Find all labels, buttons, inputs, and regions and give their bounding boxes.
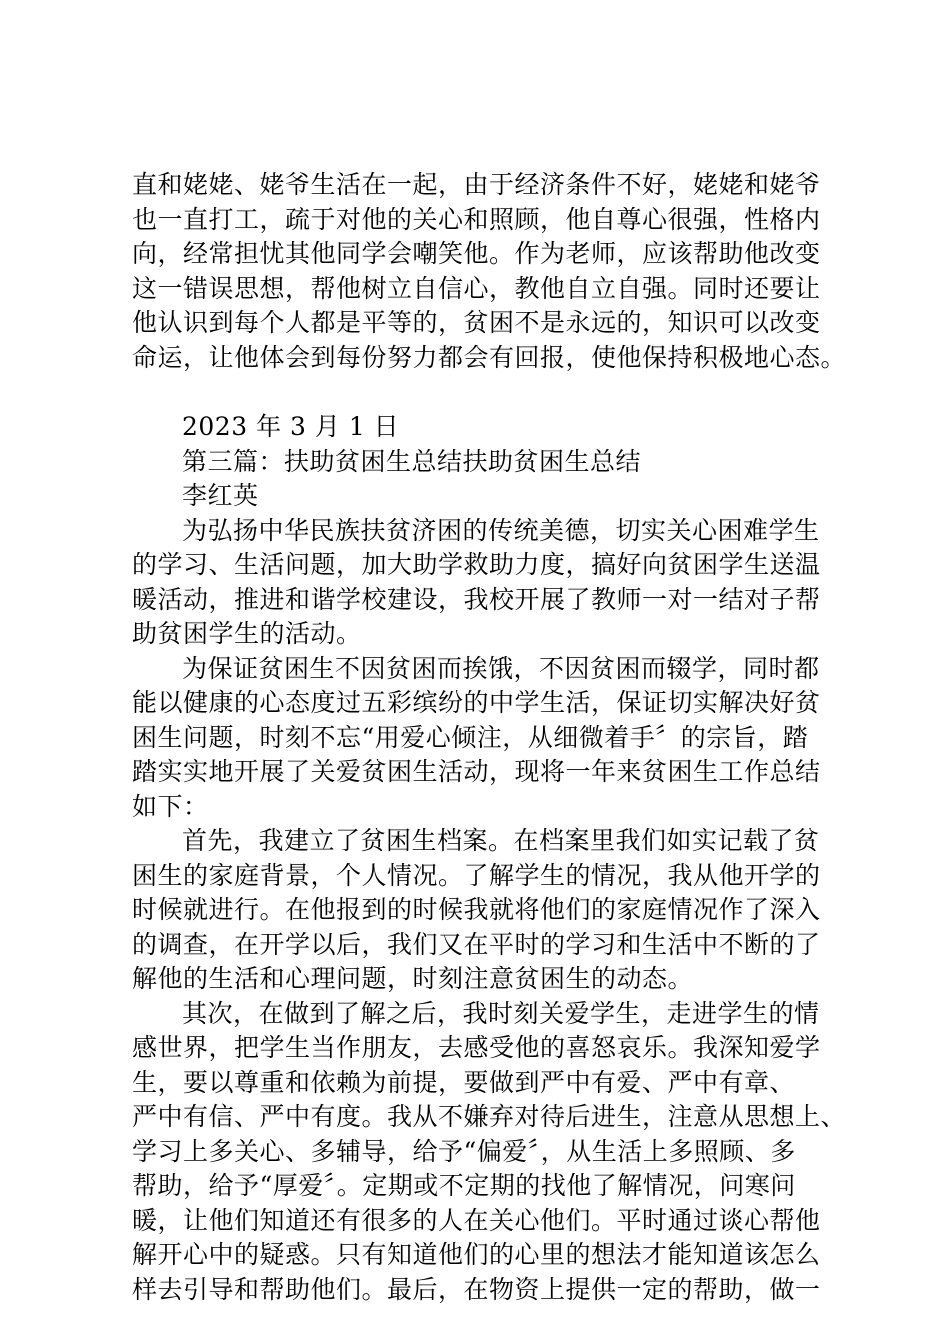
text-line: 的学习、生活问题，加大助学救助力度，搞好向贫困学生送温 xyxy=(132,550,821,579)
text-line: 困生的家庭背景，个人情况。了解学生的情况，我从他开学的 xyxy=(132,860,821,890)
text-line: 时候就进行。在他报到的时候我就将他们的家庭情况作了深入 xyxy=(132,895,821,924)
text-line: 也一直打工，疏于对他的关心和照顾，他自尊心很强，性格内 xyxy=(132,204,821,234)
text-line: 解他的生活和心理问题，时刻注意贫困生的动态。 xyxy=(132,964,694,993)
paragraph-5 xyxy=(132,997,847,1308)
text-line: 其次，在做到了解之后，我时刻关爱学生，走进学生的情 xyxy=(182,998,820,1028)
text-line: 暖，让他们知道还有很多的人在关心他们。平时通过谈心帮他 xyxy=(132,1205,821,1235)
text-line: 向，经常担忧其他同学会嘲笑他。作为老师，应该帮助他改变 xyxy=(132,239,821,268)
text-line: 解开心中的疑惑。只有知道他们的心里的想法才能知道该怎么 xyxy=(132,1240,821,1269)
paragraph-1 xyxy=(132,168,847,375)
text-line: 学习上多关心、多辅导，给予“偏爱〞，从生活上多照顾、多 xyxy=(132,1136,796,1166)
text-line: 直和姥姥、姥爷生活在一起，由于经济条件不好，姥姥和姥爷 xyxy=(132,170,821,199)
text-line: 首先，我建立了贫困生档案。在档案里我们如实记载了贫 xyxy=(182,826,820,855)
text-line: 为弘扬中华民族扶贫济困的传统美德，切实关心困难学生 xyxy=(182,515,820,545)
date: 2023 年 3 月 1 日 xyxy=(182,412,400,441)
paragraph-4 xyxy=(132,824,822,997)
text-line: 样去引导和帮助他们。最后，在物资上提供一定的帮助，做一 xyxy=(132,1274,821,1304)
paragraph-3 xyxy=(132,652,822,825)
text-line: 的调查，在开学以后，我们又在平时的学习和生活中不断的了 xyxy=(132,929,821,959)
author: 李红英 xyxy=(182,481,259,510)
text-line: 这一错误思想，帮他树立自信心，教他自立自强。同时还要让 xyxy=(132,273,821,303)
document-body xyxy=(132,168,847,1307)
text-line: 命运，让他体会到每份努力都会有回报，使他保持积极地心态。 xyxy=(132,342,847,372)
text-line: 为保证贫困生不因贫困而挨饿，不因贫困而辍学，同时都 xyxy=(182,653,820,683)
text-line: 能以健康的心态度过五彩缤纷的中学生活，保证切实解决好贫 xyxy=(132,688,821,717)
text-line: 暖活动，推进和谐学校建设，我校开展了教师一对一结对子帮 xyxy=(132,584,821,614)
text-line: 困生问题，时刻不忘“用爱心倾注，从细微着手〞的宗旨，踏 xyxy=(132,722,809,752)
text-line: 踏实实地开展了关爱贫困生活动，现将一年来贫困生工作总结 xyxy=(132,757,821,786)
text-line: 帮助，给予“厚爱〞。定期或不定期的找他了解情况，问寒问 xyxy=(132,1171,796,1200)
paragraph-2 xyxy=(132,514,822,652)
text-line: 如下： xyxy=(132,791,209,821)
section-title: 第三篇：扶助贫困生总结扶助贫困生总结 xyxy=(182,446,642,476)
text-line: 严中有信、严中有度。我从不嫌弃对待后进生，注意从思想上、 xyxy=(132,1102,847,1131)
text-line: 感世界，把学生当作朋友，去感受他的喜怒哀乐。我深知爱学 xyxy=(132,1033,821,1062)
text-line: 助贫困学生的活动。 xyxy=(132,619,362,648)
blank-line xyxy=(132,375,822,410)
text-line: 他认识到每个人都是平等的，贫困不是永远的，知识可以改变 xyxy=(132,308,821,337)
text-line: 生，要以尊重和依赖为前提，要做到严中有爱、严中有章、 xyxy=(132,1067,796,1097)
